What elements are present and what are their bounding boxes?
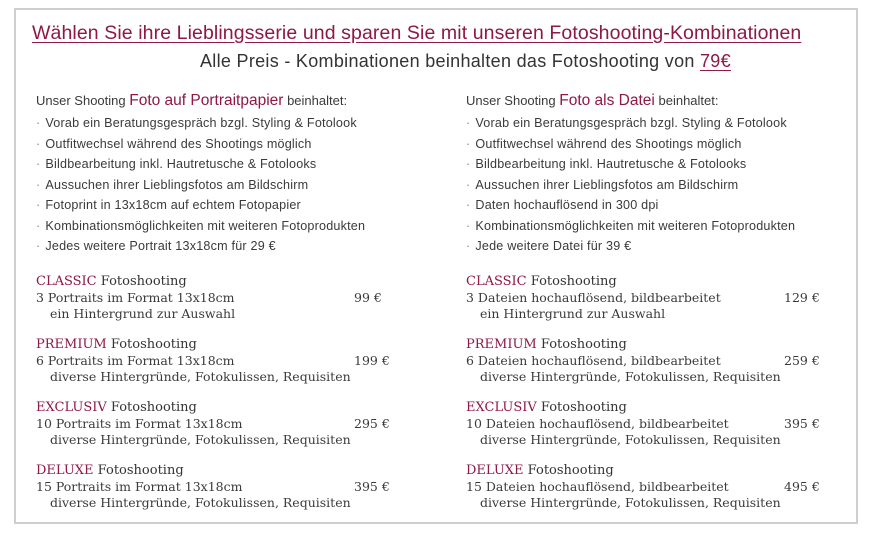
package-price: 129 €	[784, 290, 820, 305]
column-intro	[466, 92, 866, 116]
package-title: PREMIUM Fotoshooting	[36, 337, 197, 352]
package-price: 395 €	[784, 416, 820, 431]
package-line2: diverse Hintergründe, Fotokulissen, Requisiten	[480, 369, 781, 384]
package-line2: ein Hintergrund zur Auswahl	[480, 306, 666, 321]
package-title: EXCLUSIV Fotoshooting	[466, 400, 627, 415]
column-intro	[36, 92, 436, 116]
package-line1: 15 Portraits im Format 13x18cm	[36, 479, 243, 494]
intro-pre: Unser Shooting	[466, 93, 560, 108]
list-item: · Daten hochauflösend in 300 dpi	[466, 198, 659, 212]
subline-text: Alle Preis - Kombinationen beinhalten das Fotoshooting von	[200, 51, 700, 71]
list-item: · Jede weitere Datei für 39 €	[466, 239, 632, 253]
column-portraitpapier	[36, 92, 436, 510]
package-line1: 10 Portraits im Format 13x18cm	[36, 416, 243, 431]
intro-highlight: Foto als Datei	[559, 92, 655, 109]
package-deluxe	[36, 463, 436, 526]
list-item: · Jedes weitere Portrait 13x18cm für 29 €	[36, 239, 276, 253]
package-title: CLASSIC Fotoshooting	[36, 274, 187, 289]
package-line1: 6 Portraits im Format 13x18cm	[36, 353, 235, 368]
feature-list	[36, 116, 436, 260]
list-item: · Outfitwechsel während des Shootings möglich	[36, 136, 312, 151]
package-title: PREMIUM Fotoshooting	[466, 337, 627, 352]
package-title: DELUXE Fotoshooting	[36, 463, 184, 478]
package-line1: 3 Dateien hochauflösend, bildbearbeitet	[466, 290, 721, 305]
package-exclusiv	[466, 400, 866, 463]
package-line2: diverse Hintergründe, Fotokulissen, Requisiten	[480, 432, 781, 447]
feature-list	[466, 116, 866, 260]
package-line2: diverse Hintergründe, Fotokulissen, Requisiten	[480, 495, 781, 510]
list-item: · Bildbearbeitung inkl. Hautretusche & Fotolooks	[36, 157, 317, 171]
intro-highlight: Foto auf Portraitpapier	[129, 92, 284, 109]
package-price: 295 €	[354, 416, 390, 431]
package-price: 259 €	[784, 353, 820, 368]
package-title: DELUXE Fotoshooting	[466, 463, 614, 478]
package-deluxe	[466, 463, 866, 526]
package-premium	[466, 337, 866, 400]
list-item: · Fotoprint in 13x18cm auf echtem Fotopapier	[36, 198, 301, 212]
package-price: 495 €	[784, 479, 820, 494]
headline: Wählen Sie ihre Lieblingsserie und sparen Sie mit unseren Fotoshooting-Kombinationen	[32, 22, 802, 44]
list-item: · Vorab ein Beratungsgespräch bzgl. Styling & Fotolook	[36, 116, 357, 130]
package-price: 99 €	[354, 290, 382, 305]
subline	[200, 51, 731, 72]
list-item: · Aussuchen ihrer Lieblingsfotos am Bildschirm	[466, 177, 739, 192]
package-line1: 15 Dateien hochauflösend, bildbearbeitet	[466, 479, 729, 494]
package-price: 395 €	[354, 479, 390, 494]
package-line2: ein Hintergrund zur Auswahl	[50, 306, 236, 321]
package-classic	[36, 274, 436, 337]
package-classic	[466, 274, 866, 337]
list-item: · Outfitwechsel während des Shootings möglich	[466, 136, 742, 151]
package-title: CLASSIC Fotoshooting	[466, 274, 617, 289]
package-premium	[36, 337, 436, 400]
package-line1: 3 Portraits im Format 13x18cm	[36, 290, 235, 305]
list-item: · Vorab ein Beratungsgespräch bzgl. Styling & Fotolook	[466, 116, 787, 130]
package-line1: 6 Dateien hochauflösend, bildbearbeitet	[466, 353, 721, 368]
intro-post: beinhaltet:	[283, 93, 348, 108]
list-item: · Aussuchen ihrer Lieblingsfotos am Bildschirm	[36, 177, 309, 192]
package-line2: diverse Hintergründe, Fotokulissen, Requisiten	[50, 495, 351, 510]
package-line2: diverse Hintergründe, Fotokulissen, Requisiten	[50, 432, 351, 447]
package-exclusiv	[36, 400, 436, 463]
package-line1: 10 Dateien hochauflösend, bildbearbeitet	[466, 416, 729, 431]
intro-post: beinhaltet:	[654, 93, 719, 108]
list-item: · Kombinationsmöglichkeiten mit weiteren Fotoprodukten	[466, 218, 796, 233]
package-title: EXCLUSIV Fotoshooting	[36, 400, 197, 415]
package-list	[36, 274, 436, 526]
base-price: 79€	[700, 51, 731, 71]
package-line2: diverse Hintergründe, Fotokulissen, Requisiten	[50, 369, 351, 384]
column-datei	[466, 92, 866, 510]
package-list	[466, 274, 866, 526]
package-price: 199 €	[354, 353, 390, 368]
intro-pre: Unser Shooting	[36, 93, 130, 108]
list-item: · Kombinationsmöglichkeiten mit weiteren Fotoprodukten	[36, 218, 366, 233]
list-item: · Bildbearbeitung inkl. Hautretusche & Fotolooks	[466, 157, 747, 171]
